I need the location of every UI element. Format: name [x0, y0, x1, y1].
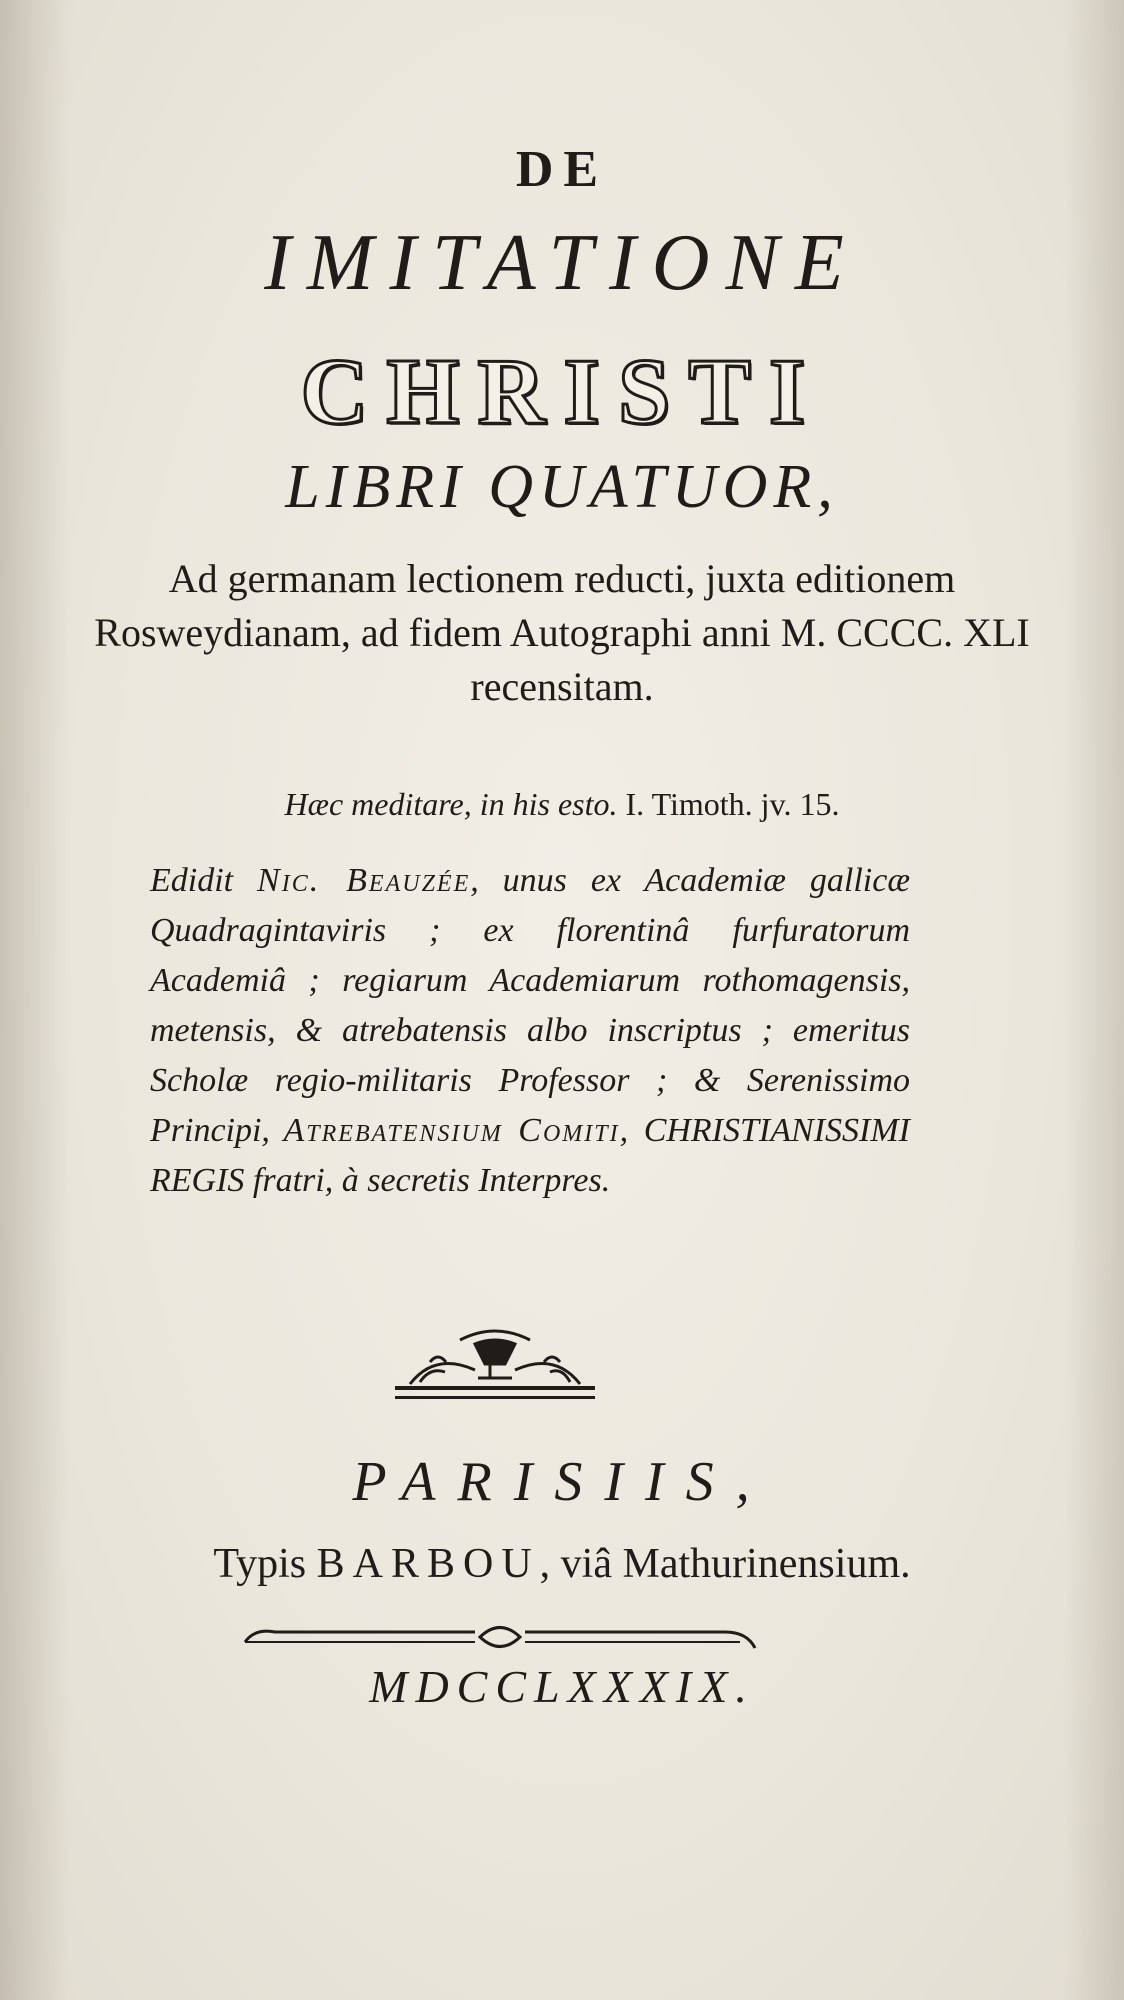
- title-libri-quatuor: LIBRI QUATUOR,: [285, 453, 839, 521]
- ornamental-rule-icon: [235, 1618, 765, 1658]
- motto-text: Hæc meditare, in his esto.: [284, 786, 618, 822]
- motto-reference: I. Timoth. jv. 15.: [625, 786, 840, 822]
- subtitle: Ad germanam lectionem reducti, juxta editionem Rosweydianam, ad fidem Autographi anni M. CCCC. XLI recensitam.: [94, 556, 1030, 709]
- motto: [0, 786, 1124, 823]
- urn-fleuron-icon: [390, 1322, 600, 1407]
- editor-name: Nic. Beauzée: [257, 862, 471, 899]
- title-de: DE: [515, 141, 609, 198]
- printer-name: BARBOU: [316, 1541, 540, 1587]
- typis-prefix: Typis: [213, 1541, 307, 1587]
- imprint-year: MDCCLXXXIX.: [369, 1661, 755, 1712]
- editor-ending: fratri, à secretis Interpres.: [252, 1162, 611, 1199]
- title-imitatione: IMITATIONE: [264, 219, 860, 307]
- editor-credentials: , unus ex Academiæ gallicæ Quadragintaviris ; ex florentinâ furfuratorum Academiâ ; regiarum Academiarum rothomagensis, metensis, & atrebatensis albo inscriptus ; emeritus Scholæ regio-militaris Professor ; & Serenissimo Principi,: [150, 862, 910, 1149]
- editor-comiti: Atrebatensium Comiti,: [283, 1112, 631, 1149]
- editor-statement: [150, 856, 910, 1206]
- title-christi: CHRISTI: [300, 340, 824, 444]
- imprint-printer: [0, 1540, 1124, 1588]
- imprint-place: PARISIIS,: [352, 1451, 772, 1513]
- edidit-prefix: Edidit: [150, 862, 234, 899]
- editor-regis: CHRISTIANISSIMI REGIS: [150, 1112, 910, 1199]
- printer-address: , viâ Mathurinensium.: [539, 1541, 911, 1587]
